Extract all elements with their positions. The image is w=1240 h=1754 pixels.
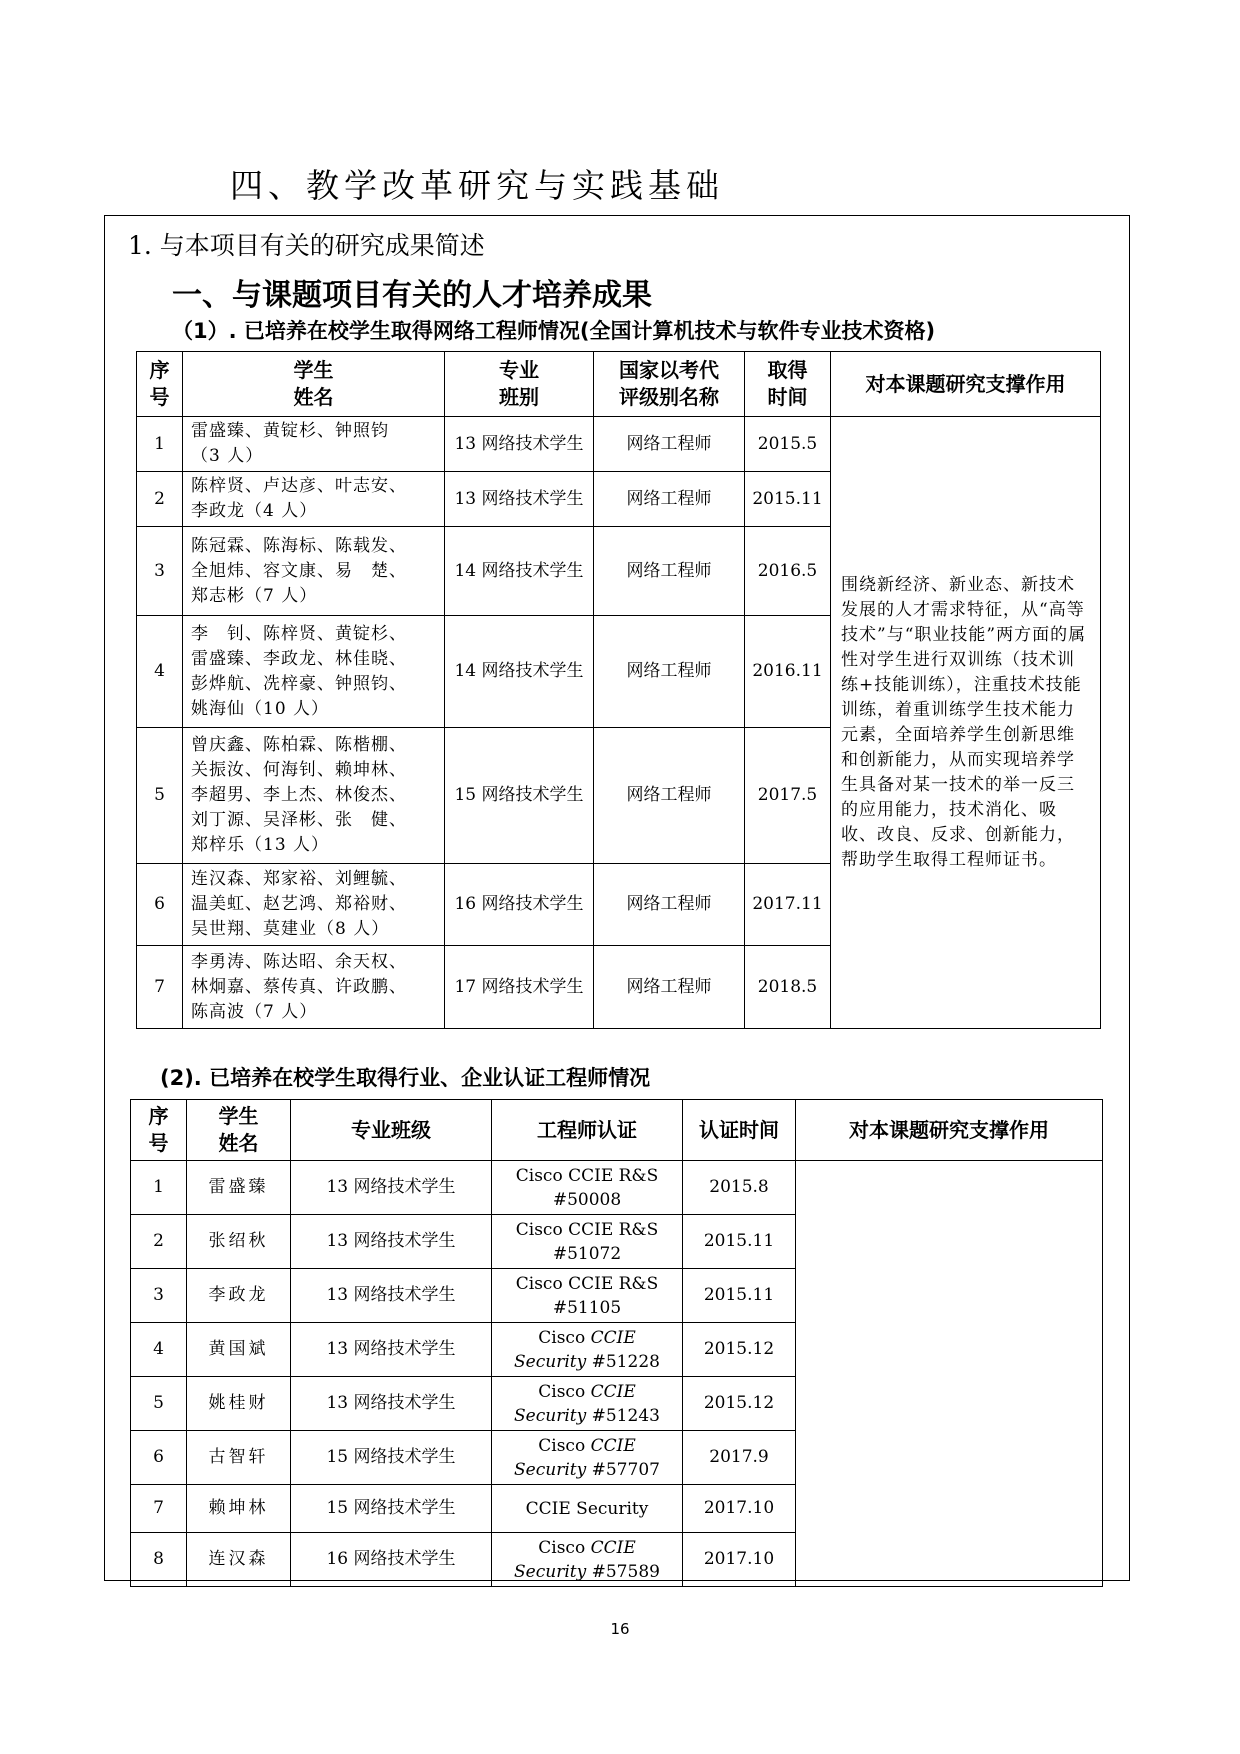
row-class: 13 网络技术学生 <box>291 1323 492 1377</box>
row-level: 网络工程师 <box>594 417 745 472</box>
row-names: 陈梓贤、卢达彦、叶志安、 李政龙（4 人） <box>183 472 445 527</box>
header-support: 对本课题研究支撑作用 <box>831 352 1101 417</box>
row-class: 13 网络技术学生 <box>291 1161 492 1215</box>
row-class: 13 网络技术学生 <box>291 1215 492 1269</box>
header-no: 序 号 <box>131 1100 187 1161</box>
row-level: 网络工程师 <box>594 616 745 728</box>
row-no: 6 <box>137 864 183 946</box>
row-time: 2015.12 <box>683 1377 796 1431</box>
row-class: 13 网络技术学生 <box>445 472 594 527</box>
row-class: 13 网络技术学生 <box>291 1269 492 1323</box>
row-name: 李政龙 <box>187 1269 291 1323</box>
header-time: 取得 时间 <box>745 352 831 417</box>
row-level: 网络工程师 <box>594 864 745 946</box>
row-time: 2016.5 <box>745 527 831 616</box>
row-level: 网络工程师 <box>594 472 745 527</box>
header-support: 对本课题研究支撑作用 <box>796 1100 1103 1161</box>
header-name: 学生 姓名 <box>187 1100 291 1161</box>
row-no: 8 <box>131 1533 187 1587</box>
row-time: 2017.10 <box>683 1485 796 1533</box>
row-name: 黄国斌 <box>187 1323 291 1377</box>
support-description: 围绕新经济、新业态、新技术发展的人才需求特征，从“高等技术”与“职业技能”两方面的属性对学生进行双训练（技术训练+技能训练），注重技术技能训练，着重训练学生技术能力元素，全面培养学生创新思维和创新能力，从而实现培养学生具备对某一技术的举一反三的应用能力，技术消化、吸收、改良、反求、创新能力，帮助学生取得工程师证书。 <box>831 417 1101 1029</box>
header-class: 专业班级 <box>291 1100 492 1161</box>
header-time: 认证时间 <box>683 1100 796 1161</box>
row-time: 2017.9 <box>683 1431 796 1485</box>
row-no: 1 <box>131 1161 187 1215</box>
header-class: 专业 班别 <box>445 352 594 417</box>
row-time: 2018.5 <box>745 946 831 1029</box>
row-time: 2015.11 <box>683 1215 796 1269</box>
table2-title: (2). 已培养在校学生取得行业、企业认证工程师情况 <box>160 1066 651 1090</box>
row-names: 李 钊、陈梓贤、黄锭杉、 雷盛臻、李政龙、林佳晓、 彭烨航、冼梓豪、钟照钧、 姚海仙（10 人） <box>183 616 445 728</box>
table1-title: （1）. 已培养在校学生取得网络工程师情况(全国计算机技术与软件专业技术资格) <box>172 319 936 343</box>
row-no: 4 <box>137 616 183 728</box>
row-cert: Cisco CCIE Security #57589 <box>492 1533 683 1587</box>
table-row <box>137 417 1101 472</box>
row-cert: Cisco CCIE Security #51243 <box>492 1377 683 1431</box>
row-name: 张绍秋 <box>187 1215 291 1269</box>
header-cert: 工程师认证 <box>492 1100 683 1161</box>
row-cert: Cisco CCIE R&S #51105 <box>492 1269 683 1323</box>
page-number: 16 <box>610 1620 630 1638</box>
row-cert: Cisco CCIE Security #51228 <box>492 1323 683 1377</box>
row-names: 陈冠霖、陈海标、陈载发、 全旭炜、容文康、易 楚、 郑志彬（7 人） <box>183 527 445 616</box>
row-class: 13 网络技术学生 <box>291 1377 492 1431</box>
header-no: 序 号 <box>137 352 183 417</box>
row-class: 16 网络技术学生 <box>445 864 594 946</box>
row-time: 2015.12 <box>683 1323 796 1377</box>
row-cert: Cisco CCIE R&S #50008 <box>492 1161 683 1215</box>
row-class: 15 网络技术学生 <box>445 728 594 864</box>
row-name: 古智轩 <box>187 1431 291 1485</box>
section-title: 四、教学改革研究与实践基础 <box>230 166 724 205</box>
row-no: 6 <box>131 1431 187 1485</box>
row-level: 网络工程师 <box>594 946 745 1029</box>
support-cell-empty <box>796 1161 1103 1587</box>
row-name: 连汉森 <box>187 1533 291 1587</box>
row-no: 7 <box>131 1485 187 1533</box>
row-class: 13 网络技术学生 <box>445 417 594 472</box>
row-names: 曾庆鑫、陈柏霖、陈楷棚、 关振汝、何海钊、赖坤林、 李超男、李上杰、林俊杰、 刘丁源、吴泽彬、张 健、 郑梓乐（13 人） <box>183 728 445 864</box>
sub-heading: 1. 与本项目有关的研究成果简述 <box>128 231 485 260</box>
row-no: 7 <box>137 946 183 1029</box>
row-no: 3 <box>131 1269 187 1323</box>
row-no: 5 <box>131 1377 187 1431</box>
row-time: 2017.5 <box>745 728 831 864</box>
row-no: 5 <box>137 728 183 864</box>
row-time: 2017.11 <box>745 864 831 946</box>
row-time: 2015.8 <box>683 1161 796 1215</box>
row-time: 2017.10 <box>683 1533 796 1587</box>
main-heading: 一、与课题项目有关的人才培养成果 <box>172 278 652 313</box>
row-cert: CCIE Security <box>492 1485 683 1533</box>
row-no: 4 <box>131 1323 187 1377</box>
row-cert: Cisco CCIE R&S #51072 <box>492 1215 683 1269</box>
header-name: 学生 姓名 <box>183 352 445 417</box>
row-class: 14 网络技术学生 <box>445 527 594 616</box>
row-time: 2015.11 <box>683 1269 796 1323</box>
row-no: 2 <box>137 472 183 527</box>
row-class: 15 网络技术学生 <box>291 1485 492 1533</box>
row-no: 3 <box>137 527 183 616</box>
row-cert: Cisco CCIE Security #57707 <box>492 1431 683 1485</box>
table-row <box>131 1161 1103 1215</box>
row-class: 16 网络技术学生 <box>291 1533 492 1587</box>
row-time: 2015.11 <box>745 472 831 527</box>
header-level: 国家以考代 评级别名称 <box>594 352 745 417</box>
row-name: 赖坤林 <box>187 1485 291 1533</box>
row-names: 连汉森、郑家裕、刘鲤毓、 温美虹、赵艺鸿、郑裕财、 吴世翔、莫建业（8 人） <box>183 864 445 946</box>
row-class: 17 网络技术学生 <box>445 946 594 1029</box>
row-name: 姚桂财 <box>187 1377 291 1431</box>
industry-certification-table <box>130 1099 1103 1587</box>
row-names: 李勇涛、陈达昭、余天权、 林炯嘉、蔡传真、许政鹏、 陈高波（7 人） <box>183 946 445 1029</box>
row-names: 雷盛臻、黄锭杉、钟照钧 （3 人） <box>183 417 445 472</box>
network-engineer-table <box>136 351 1101 1029</box>
row-level: 网络工程师 <box>594 527 745 616</box>
row-no: 2 <box>131 1215 187 1269</box>
row-no: 1 <box>137 417 183 472</box>
row-name: 雷盛臻 <box>187 1161 291 1215</box>
row-time: 2015.5 <box>745 417 831 472</box>
row-level: 网络工程师 <box>594 728 745 864</box>
row-class: 15 网络技术学生 <box>291 1431 492 1485</box>
row-time: 2016.11 <box>745 616 831 728</box>
row-class: 14 网络技术学生 <box>445 616 594 728</box>
